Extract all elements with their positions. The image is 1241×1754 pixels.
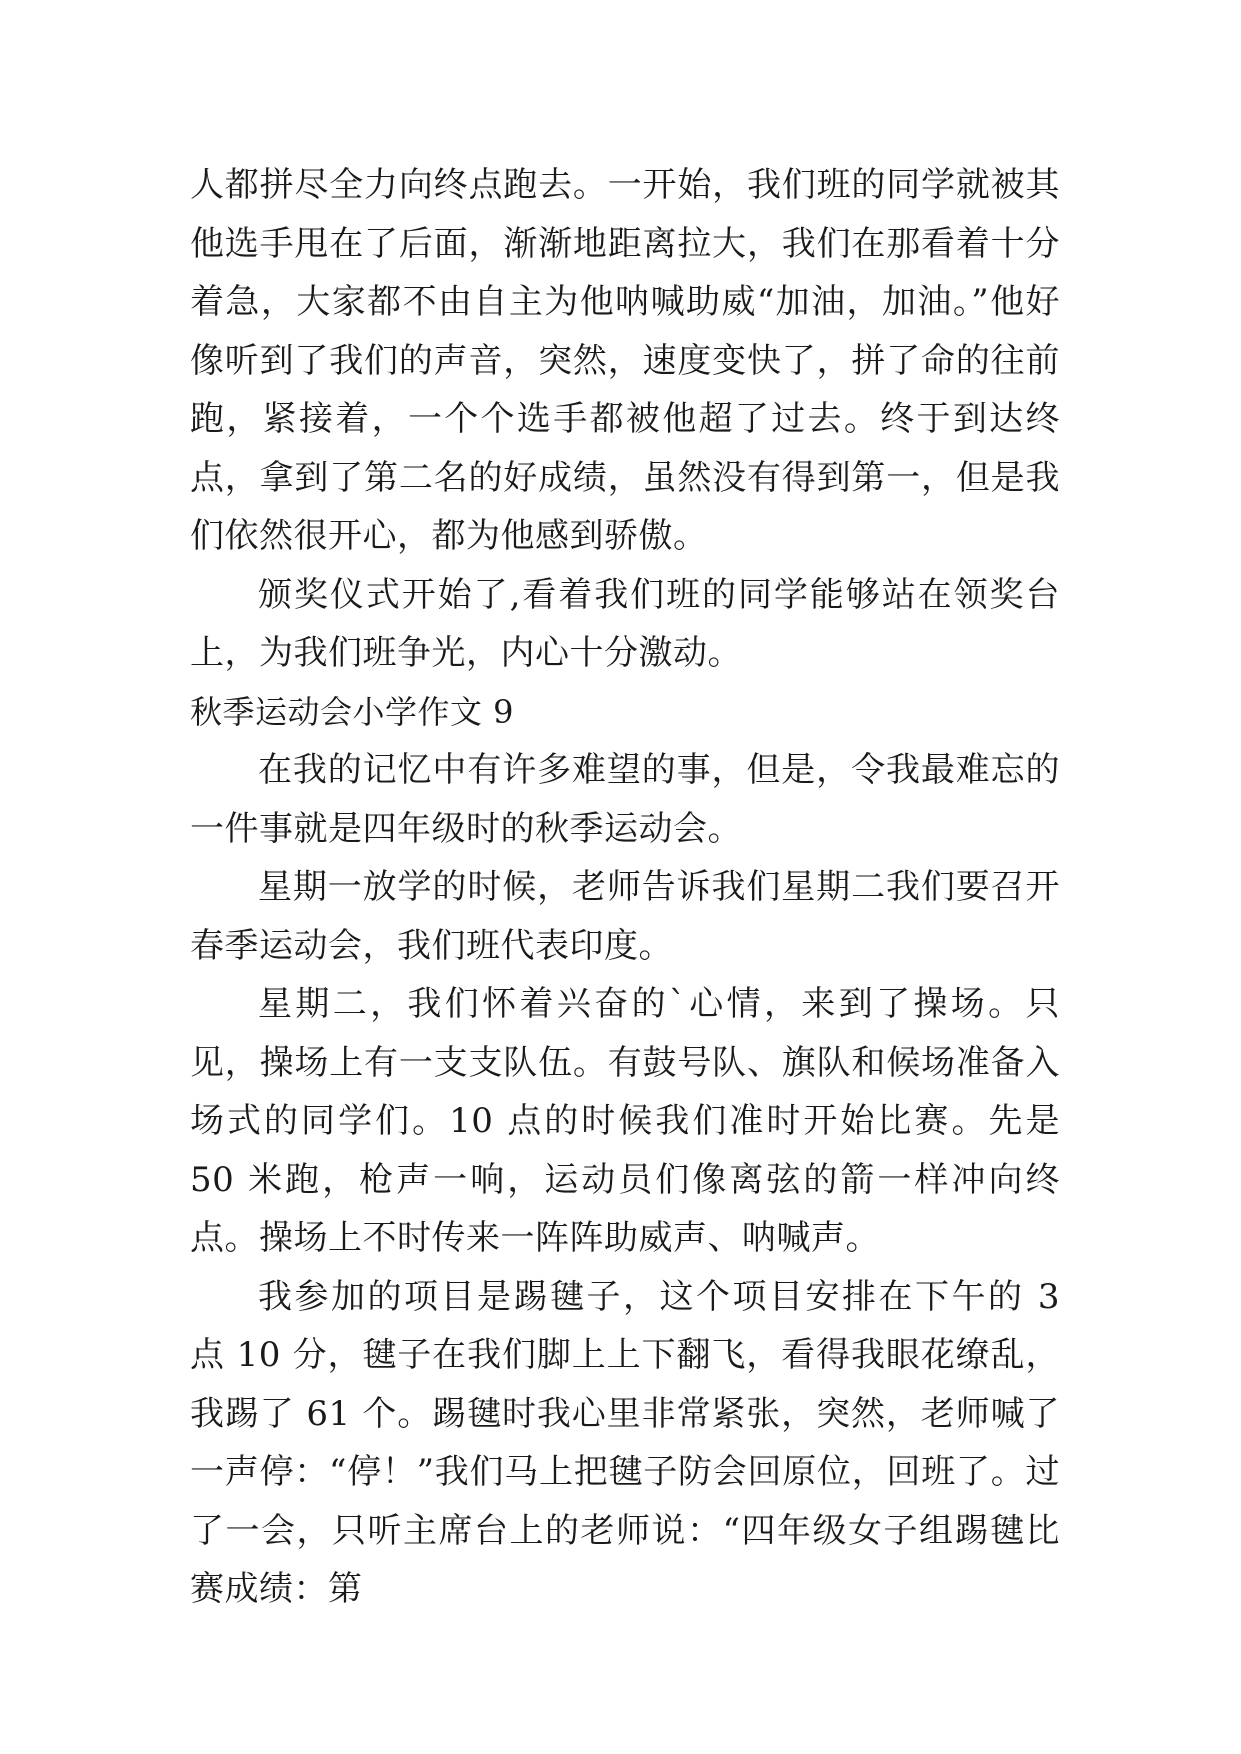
paragraph-award-ceremony: 颁奖仪式开始了,看着我们班的同学能够站在领奖台上，为我们班争光，内心十分激动。: [190, 574, 1060, 673]
document-body: [190, 156, 1060, 1619]
paragraph-shuttlecock: 我参加的项目是踢毽子，这个项目安排在下午的 3 点 10 分，毽子在我们脚上上下翻飞，看得我眼花缭乱，我踢了 61 个。踢毽时我心里非常紧张，突然，老师喊了一声停：“停！”我们马上把毽子防会回原位，回班了。过了一会，只听主席台上的老师说：“四年级女子组踢毽比赛成绩：第: [190, 1276, 1060, 1609]
paragraph-memory: 在我的记忆中有许多难望的事，但是，令我最难忘的一件事就是四年级时的秋季运动会。: [190, 750, 1060, 849]
paragraph-monday: 星期一放学的时候，老师告诉我们星期二我们要召开春季运动会，我们班代表印度。: [190, 867, 1060, 966]
paragraph-continuation: 人都拼尽全力向终点跑去。一开始，我们班的同学就被其他选手甩在了后面，渐渐地距离拉大，我们在那看着十分着急，大家都不由自主为他呐喊助威“加油，加油。”他好像听到了我们的声音，突然，速度变快了，拼了命的往前跑，紧接着，一个个选手都被他超了过去。终于到达终点，拿到了第二名的好成绩，虽然没有得到第一，但是我们依然很开心，都为他感到骄傲。: [190, 165, 1060, 556]
paragraph-tuesday: 星期二，我们怀着兴奋的`心情，来到了操场。只见，操场上有一支支队伍。有鼓号队、旗队和候场准备入场式的同学们。10 点的时候我们准时开始比赛。先是 50 米跑，枪声一响，运动员们像离弦的箭一样冲向终点。操场上不时传来一阵阵助威声、呐喊声。: [190, 984, 1060, 1258]
section-heading: 秋季运动会小学作文 9: [190, 692, 515, 731]
